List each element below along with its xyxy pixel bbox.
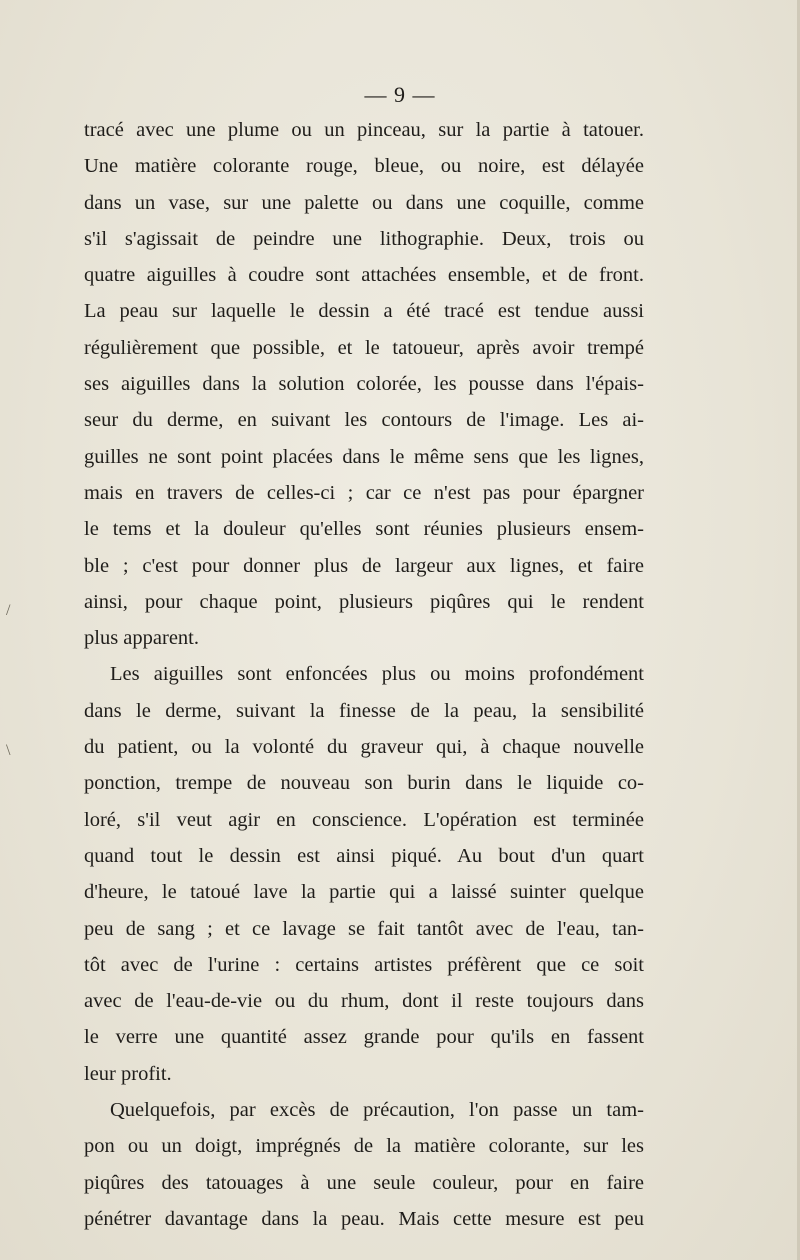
- text-line: le tems et la douleur qu'elles sont réunies plusieurs ensem-: [84, 518, 644, 541]
- body-text: [84, 112, 644, 1237]
- text-line: le verre une quantité assez grande pour qu'ils en fassent: [84, 1026, 644, 1049]
- text-line: mais en travers de celles-ci ; car ce n'est pas pour épargner: [84, 481, 644, 504]
- text-line: La peau sur laquelle le dessin a été tracé est tendue aussi: [84, 300, 644, 323]
- text-line: ainsi, pour chaque point, plusieurs piqûres qui le rendent: [84, 590, 644, 613]
- text-line: d'heure, le tatoué lave la partie qui a laissé suinter quelque: [84, 881, 644, 904]
- text-line: du patient, ou la volonté du graveur qui, à chaque nouvelle: [84, 736, 644, 759]
- text-line: ponction, trempe de nouveau son burin dans le liquide co-: [84, 772, 644, 795]
- text-line: régulièrement que possible, et le tatoueur, après avoir trempé: [84, 336, 644, 359]
- text-line: ses aiguilles dans la solution colorée, les pousse dans l'épais-: [84, 373, 644, 396]
- text-line: quand tout le dessin est ainsi piqué. Au bout d'un quart: [84, 844, 644, 867]
- text-line: guilles ne sont point placées dans le même sens que les lignes,: [84, 445, 644, 468]
- page-number: — 9 —: [364, 82, 436, 107]
- text-line: piqûres des tatouages à une seule couleur, pour en faire: [84, 1171, 644, 1194]
- margin-mark: /: [6, 602, 11, 619]
- text-line: Une matière colorante rouge, bleue, ou noire, est délayée: [84, 155, 644, 178]
- text-line: Les aiguilles sont enfoncées plus ou moins profondément: [110, 663, 644, 686]
- text-line: avec de l'eau-de-vie ou du rhum, dont il reste toujours dans: [84, 990, 644, 1013]
- text-line: loré, s'il veut agir en conscience. L'opération est terminée: [84, 808, 644, 831]
- text-line: peu de sang ; et ce lavage se fait tantôt avec de l'eau, tan-: [84, 917, 644, 940]
- text-line: pon ou un doigt, imprégnés de la matière colorante, sur les: [84, 1135, 644, 1158]
- text-line: s'il s'agissait de peindre une lithographie. Deux, trois ou: [84, 227, 644, 250]
- text-line: tôt avec de l'urine : certains artistes préfèrent que ce soit: [84, 953, 644, 976]
- text-line: pénétrer davantage dans la peau. Mais cette mesure est peu: [84, 1207, 644, 1230]
- text-line: dans le derme, suivant la finesse de la peau, la sensibilité: [84, 699, 644, 722]
- margin-mark: \: [6, 742, 11, 759]
- text-line: quatre aiguilles à coudre sont attachées ensemble, et de front.: [84, 264, 644, 287]
- text-line: leur profit.: [84, 1062, 172, 1085]
- text-line: ble ; c'est pour donner plus de largeur aux lignes, et faire: [84, 554, 644, 577]
- text-line: plus apparent.: [84, 627, 199, 650]
- text-line: Quelquefois, par excès de précaution, l'on passe un tam-: [110, 1099, 644, 1122]
- text-line: dans un vase, sur une palette ou dans une coquille, comme: [84, 191, 644, 214]
- text-line: tracé avec une plume ou un pinceau, sur la partie à tatouer.: [84, 119, 644, 141]
- text-line: seur du derme, en suivant les contours de l'image. Les ai-: [84, 409, 644, 432]
